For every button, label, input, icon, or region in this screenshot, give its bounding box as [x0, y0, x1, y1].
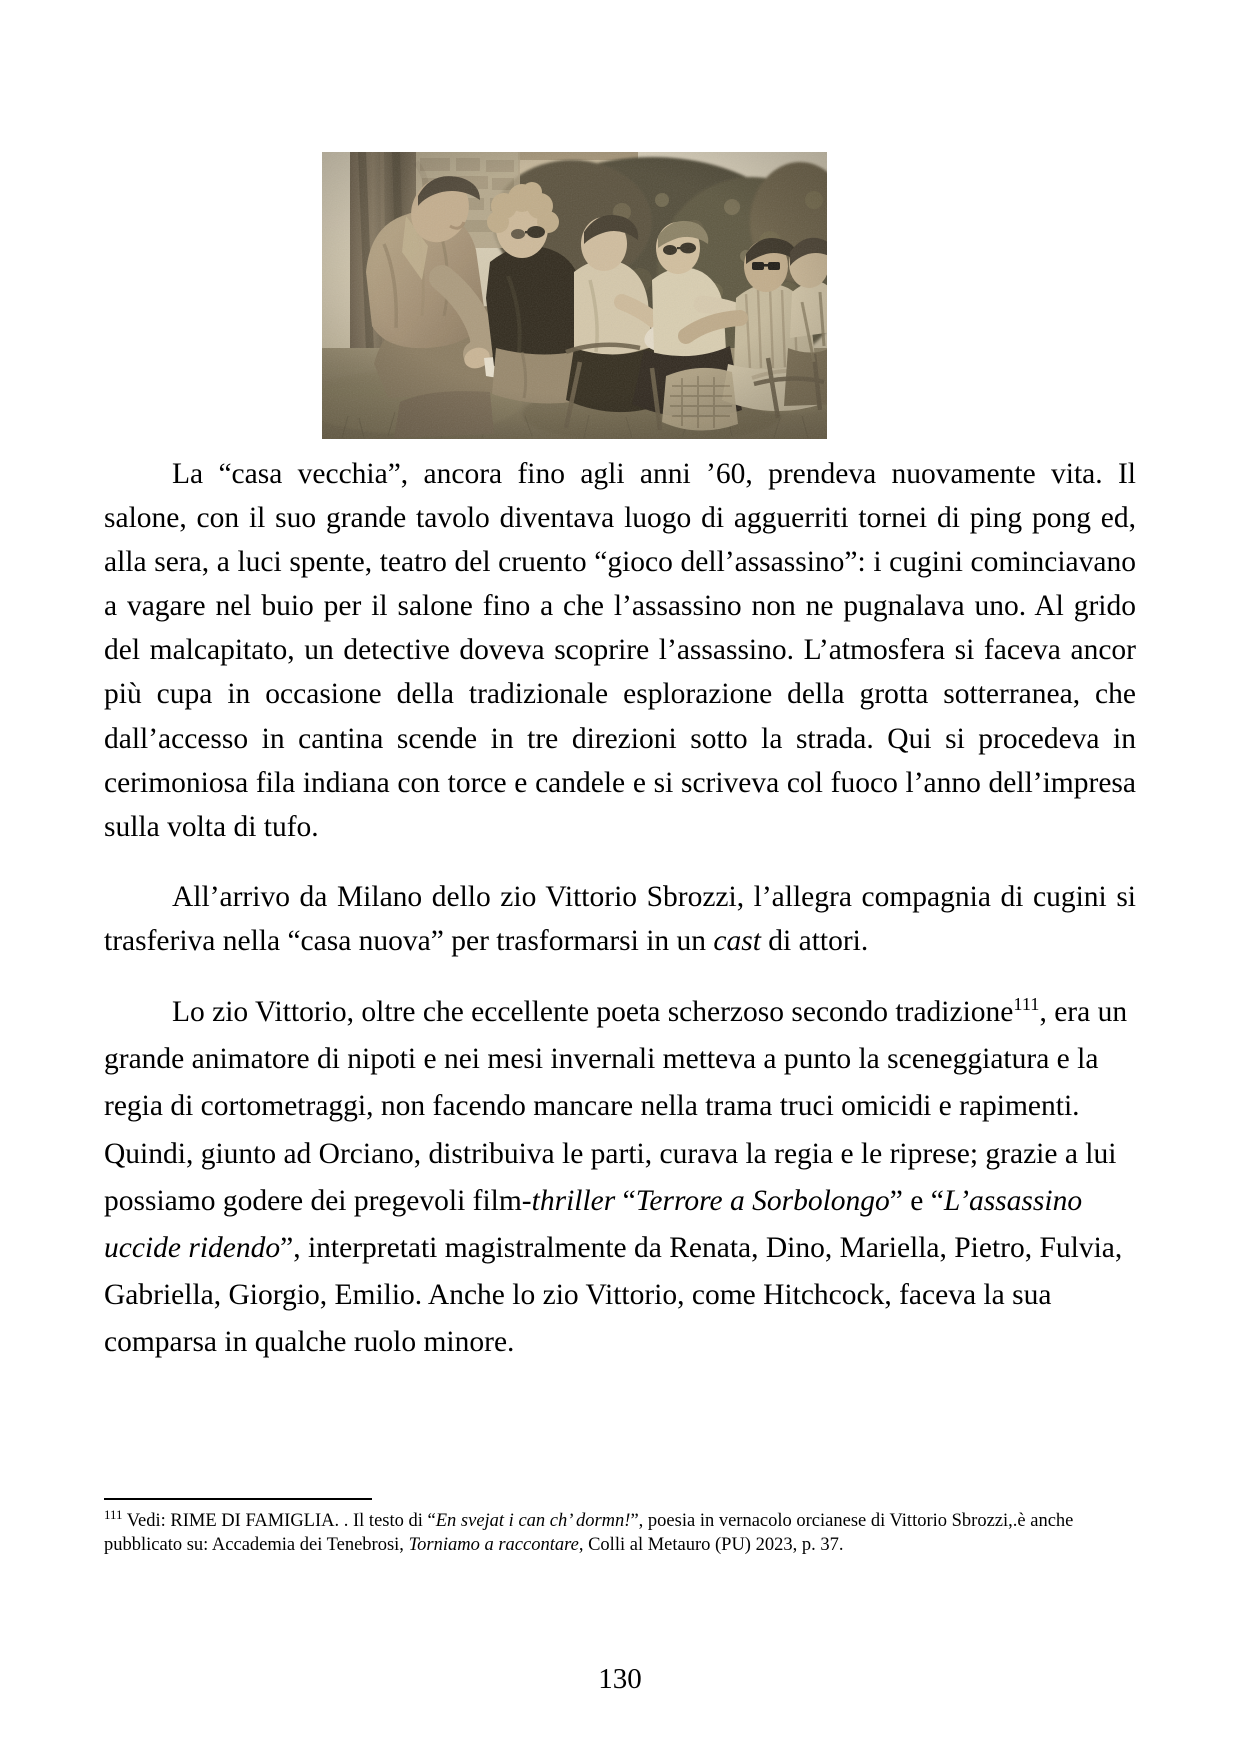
italic-run-terrore-a-sorbolongo: Terrore a Sorbolongo [635, 1184, 890, 1217]
italic-run-cast: cast [713, 924, 761, 957]
paragraph-casa-vecchia [104, 452, 1136, 849]
paragraph-text-run: , era un grande animatore di nipoti e nei mesi invernali metteva a punto la sceneggiatura e la regia di cortometraggi, non facendo mancare nella trama truci omicidi e rapimenti. Quindi, giunto ad Orciano, distribuiva le parti, curava la regia e le riprese; grazie a lui possiamo godere dei pregevoli film- [104, 996, 1128, 1217]
footnote-italic-book-title: Torniamo a raccontare [408, 1535, 579, 1556]
footnote-area [104, 1498, 1136, 1557]
body-text [104, 452, 1136, 1367]
paragraph-zio-vittorio [104, 989, 1136, 1367]
paragraph-text-run: ” e “ [889, 1184, 944, 1217]
footnote-text-run: , Colli al Metauro (PU) 2023, p. 37. [578, 1535, 844, 1556]
footnote-italic-poem-title: En svejat i can ch’ dormn! [435, 1511, 631, 1531]
italic-run-lassassino-uccide-ridendo: L’assassino uccide ridendo [104, 1184, 1083, 1264]
footnote-text-run: ”, poesia in vernacolo orcianese di Vittorio Sbrozzi,.è anche pubblicato su: Accademia dei Tenebrosi, [104, 1511, 1074, 1556]
paragraph-text-run: ”, interpretati magistralmente da Renata, Dino, Mariella, Pietro, Fulvia, Gabriella, Giorgio, Emilio. Anche lo zio Vittorio, come Hitchcock, faceva la sua comparsa in qualche ruolo minore. [104, 1231, 1123, 1359]
footnote-text-run: Vedi: RIME DI FAMIGLIA. . Il testo di “ [122, 1511, 436, 1531]
page-number: 130 [598, 1663, 642, 1695]
paragraph-text: La “casa vecchia”, ancora fino agli anni ’60, prendeva nuovamente vita. Il salone, con il suo grande tavolo diventava luogo di agguerriti tornei di ping pong ed, alla sera, a luci spente, teatro del cruento “gioco dell’assassino”: i cugini cominciavano a vagare nel buio per il salone fino a che l’assassino non ne pugnalava uno. Al grido del malcapitato, un detective doveva scoprire l’assassino. L’atmosfera si faceva ancor più cupa in occasione della tradizionale esplorazione della grotta sotterranea, che dall’accesso in cantina scende in tre direzioni sotto la strada. Qui si procedeva in cerimoniosa fila indiana con torce e candele e si scriveva col fuoco l’anno dell’impresa sulla volta di tufo. [104, 458, 1136, 843]
family-group-photo-figure [322, 152, 827, 439]
paragraph-text-run: All’arrivo da Milano dello zio Vittorio Sbrozzi, l’allegra compagnia di cugini si trasferiva nella “casa nuova” per trasformarsi in un [104, 880, 1136, 957]
italic-run-thriller: thriller [531, 1184, 616, 1217]
footnote-marker: 111 [104, 1506, 123, 1522]
paragraph-text-run: Lo zio Vittorio, oltre che eccellente poeta scherzoso secondo tradizione [172, 996, 1014, 1029]
paragraph-arrivo-milano [104, 875, 1136, 963]
paragraph-text-run: “ [615, 1184, 636, 1217]
family-group-photo-image [322, 152, 827, 439]
footnote-reference-111[interactable]: 111 [1013, 994, 1040, 1015]
footnote-separator-rule [104, 1498, 372, 1500]
paragraph-text-run: di attori. [760, 924, 869, 957]
footnote-111 [104, 1506, 1136, 1557]
